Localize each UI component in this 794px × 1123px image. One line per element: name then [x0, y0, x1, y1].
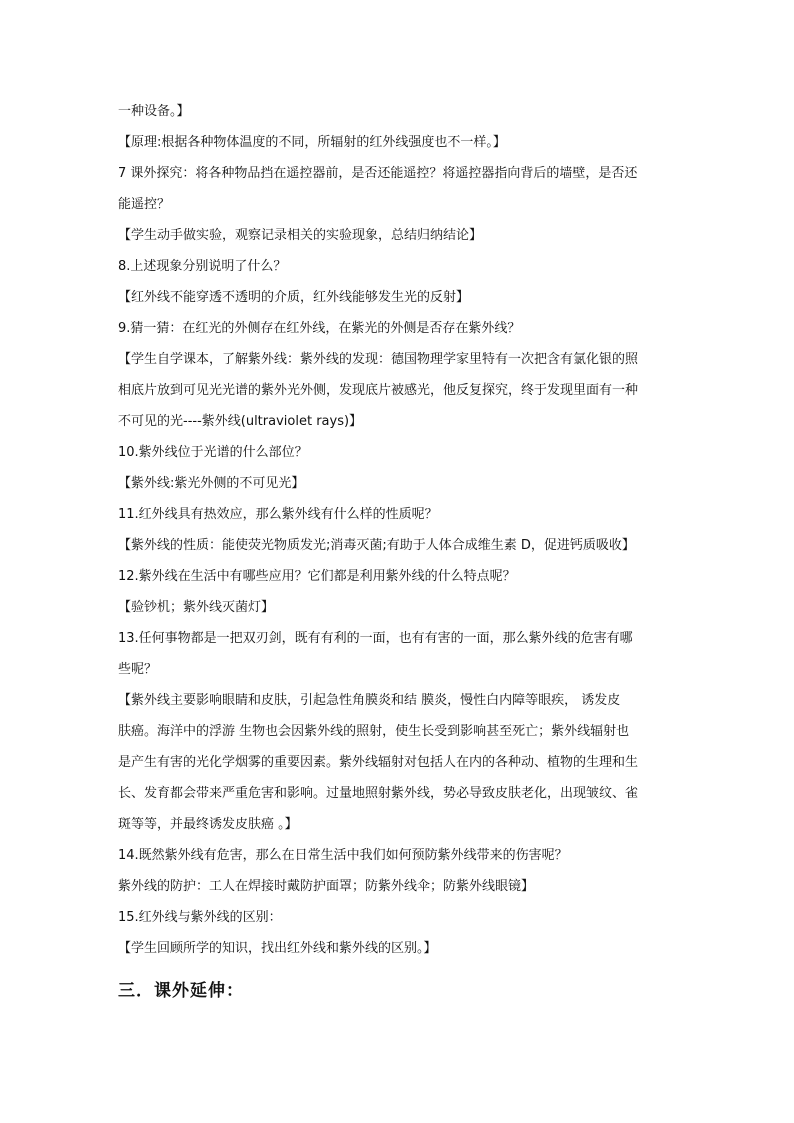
text-line-12: 10.紫外线位于光谱的什么部位？: [118, 445, 308, 460]
text-line-10: 相底片放到可见光光谱的紫外光外侧，发现底片被感光，他反复探究，终于发现里面有一种: [118, 383, 639, 398]
text-line-15: 【紫外线的性质：能使荧光物质发光;消毒灭菌;有助于人体合成维生素 D，促进钙质吸收】: [118, 538, 635, 553]
text-line-16: 12.紫外线在生活中有哪些应用？它们都是利用紫外线的什么特点呢？: [118, 569, 516, 584]
text-line-8: 9.猜一猜：在红光的外侧存在红外线，在紫光的外侧是否存在紫外线？: [118, 321, 521, 336]
text-line-20: 【紫外线主要影响眼睛和皮肤，引起急性角膜炎和结 膜炎，慢性白内障等眼疾， 诱发皮: [118, 693, 621, 708]
text-line-23: 长、发育都会带来严重危害和影响。过量地照射紫外线，势必导致皮肤老化，出现皱纹、雀: [118, 786, 639, 801]
text-line-28: 【学生回顾所学的知识，找出红外线和紫外线的区别。】: [118, 941, 437, 956]
text-line-14: 11.红外线具有热效应，那么紫外线有什么样的性质呢？: [118, 507, 438, 522]
text-line-9: 【学生自学课本，了解紫外线：紫外线的发现：德国物理学家里特有一次把含有氯化银的照: [118, 352, 639, 367]
text-line-3: 7 课外探究：将各种物品挡在遥控器前，是否还能遥控？将遥控器指向背后的墙壁，是否还: [118, 166, 638, 181]
text-line-24: 斑等等，并最终诱发皮肤癌 。】: [118, 817, 298, 832]
document-body: [118, 96, 678, 1008]
text-line-17: 【验钞机；紫外线灭菌灯】: [118, 600, 275, 615]
section-heading: 三．课外延伸：: [118, 981, 244, 1001]
text-line-22: 是产生有害的光化学烟雾的重要因素。紫外线辐射对包括人在内的各种动、植物的生理和生: [118, 755, 639, 770]
text-line-6: 8.上述现象分别说明了什么？: [118, 259, 287, 274]
text-line-1: 一种设备。】: [118, 104, 190, 119]
text-line-19: 些呢？: [118, 662, 158, 677]
text-line-21: 肤癌。海洋中的浮游 生物也会因紫外线的照射，使生长受到影响甚至死亡；紫外线辐射也: [118, 724, 630, 739]
text-line-18: 13.任何事物都是一把双刃剑，既有有利的一面，也有有害的一面，那么紫外线的危害有哪: [118, 631, 633, 646]
text-line-5: 【学生动手做实验，观察记录相关的实验现象，总结归纳结论】: [118, 228, 483, 243]
text-line-4: 能遥控？: [118, 197, 171, 212]
text-line-27: 15.红外线与紫外线的区别：: [118, 910, 282, 925]
text-line-11: 不可见的光----紫外线(ultraviolet rays)】: [118, 414, 363, 429]
text-line-7: 【红外线不能穿透不透明的介质，红外线能够发生光的反射】: [118, 290, 470, 305]
text-line-26: 紫外线的防护：工人在焊接时戴防护面罩；防紫外线伞；防紫外线眼镜】: [118, 879, 535, 894]
text-line-2: 【原理:根据各种物体温度的不同，所辐射的红外线强度也不一样。】: [118, 135, 506, 150]
text-line-25: 14.既然紫外线有危害，那么在日常生活中我们如何预防紫外线带来的伤害呢？: [118, 848, 568, 863]
text-line-13: 【紫外线:紫光外侧的不可见光】: [118, 476, 305, 491]
